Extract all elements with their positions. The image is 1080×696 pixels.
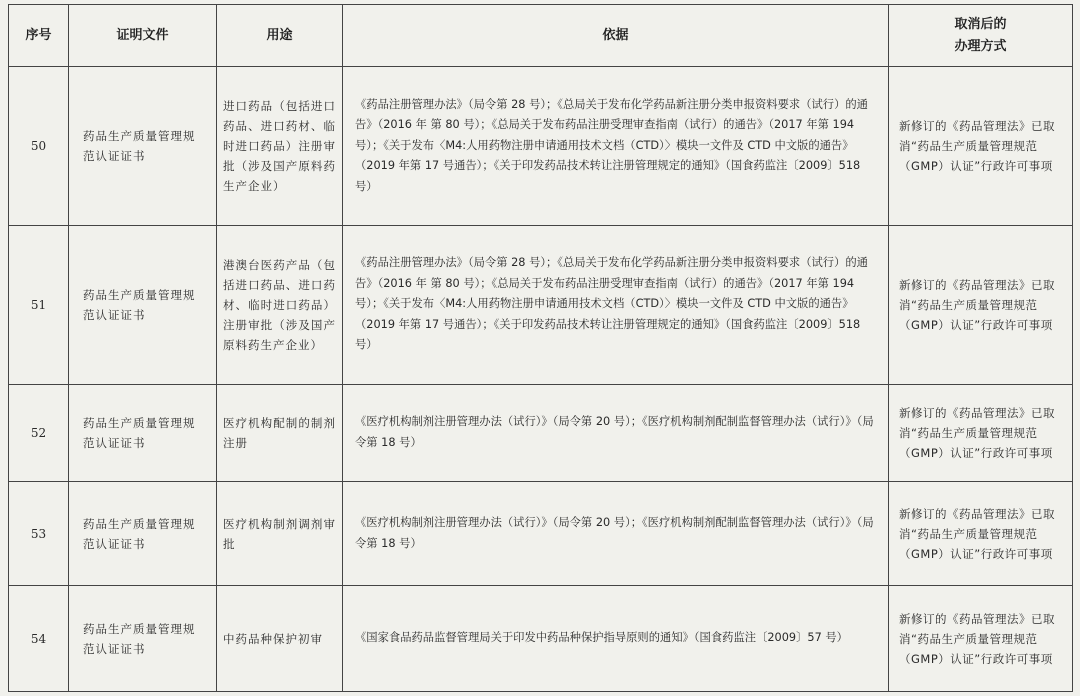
cell-use: 进口药品（包括进口药品、进口药材、临时进口药品）注册审批（涉及国产原料药生产企业） [217, 67, 343, 226]
cell-seq: 53 [9, 482, 69, 586]
table-row [9, 225, 1073, 384]
header-use: 用途 [217, 5, 343, 67]
cell-doc: 药品生产质量管理规范认证证书 [69, 67, 217, 226]
cell-doc: 药品生产质量管理规范认证证书 [69, 586, 217, 692]
cell-basis: 《药品注册管理办法》（局令第 28 号）；《总局关于发布化学药品新注册分类申报资料要求（试行）的通告》（2016 年 第 80 号）；《总局关于发布药品注册受理审查指南（试行）的通告》（2017 年第 194 号）；《关于发布〈M4:人用药物注册申请通用技术文档（CTD）〉模块一文件及 CTD 中文版的通告》（2019 年第 17 号通告）；《关于印发药品技术转让注册管理规定的通知》（国食药监注〔2009〕518 号） [343, 67, 889, 226]
certificate-table [8, 4, 1073, 692]
cell-doc: 药品生产质量管理规范认证证书 [69, 482, 217, 586]
cell-basis: 《国家食品药品监督管理局关于印发中药品种保护指导原则的通知》（国食药监注〔2009〕57 号） [343, 586, 889, 692]
table-row [9, 482, 1073, 586]
cell-use: 中药品种保护初审 [217, 586, 343, 692]
table-row [9, 384, 1073, 482]
table-row [9, 67, 1073, 226]
cell-method: 新修订的《药品管理法》已取消“药品生产质量管理规范（GMP）认证”行政许可事项 [889, 67, 1073, 226]
header-method [889, 5, 1073, 67]
header-row [9, 5, 1073, 67]
cell-seq: 50 [9, 67, 69, 226]
header-doc: 证明文件 [69, 5, 217, 67]
cell-doc: 药品生产质量管理规范认证证书 [69, 384, 217, 482]
header-method-line2: 办理方式 [954, 38, 1007, 54]
cell-use: 医疗机构制剂调剂审批 [217, 482, 343, 586]
cell-method: 新修订的《药品管理法》已取消“药品生产质量管理规范（GMP）认证”行政许可事项 [889, 384, 1073, 482]
cell-doc: 药品生产质量管理规范认证证书 [69, 225, 217, 384]
cell-basis: 《医疗机构制剂注册管理办法（试行）》（局令第 20 号）；《医疗机构制剂配制监督管理办法（试行）》（局令第 18 号） [343, 482, 889, 586]
cell-method: 新修订的《药品管理法》已取消“药品生产质量管理规范（GMP）认证”行政许可事项 [889, 586, 1073, 692]
cell-use: 港澳台医药产品（包括进口药品、进口药材、临时进口药品）注册审批（涉及国产原料药生产企业） [217, 225, 343, 384]
cell-seq: 51 [9, 225, 69, 384]
cell-use: 医疗机构配制的制剂注册 [217, 384, 343, 482]
header-seq: 序号 [9, 5, 69, 67]
cell-basis: 《药品注册管理办法》（局令第 28 号）；《总局关于发布化学药品新注册分类申报资料要求（试行）的通告》（2016 年 第 80 号）；《总局关于发布药品注册受理审查指南（试行）的通告》（2017 年第 194 号）；《关于发布〈M4:人用药物注册申请通用技术文档（CTD）〉模块一文件及 CTD 中文版的通告》（2019 年第 17 号通告）；《关于印发药品技术转让注册管理规定的通知》（国食药监注〔2009〕518 号） [343, 225, 889, 384]
table-row [9, 586, 1073, 692]
cell-basis: 《医疗机构制剂注册管理办法（试行）》（局令第 20 号）；《医疗机构制剂配制监督管理办法（试行）》（局令第 18 号） [343, 384, 889, 482]
cell-method: 新修订的《药品管理法》已取消“药品生产质量管理规范（GMP）认证”行政许可事项 [889, 225, 1073, 384]
header-method-line1: 取消后的 [954, 16, 1007, 32]
header-basis: 依据 [343, 5, 889, 67]
cell-seq: 52 [9, 384, 69, 482]
cell-seq: 54 [9, 586, 69, 692]
cell-method: 新修订的《药品管理法》已取消“药品生产质量管理规范（GMP）认证”行政许可事项 [889, 482, 1073, 586]
